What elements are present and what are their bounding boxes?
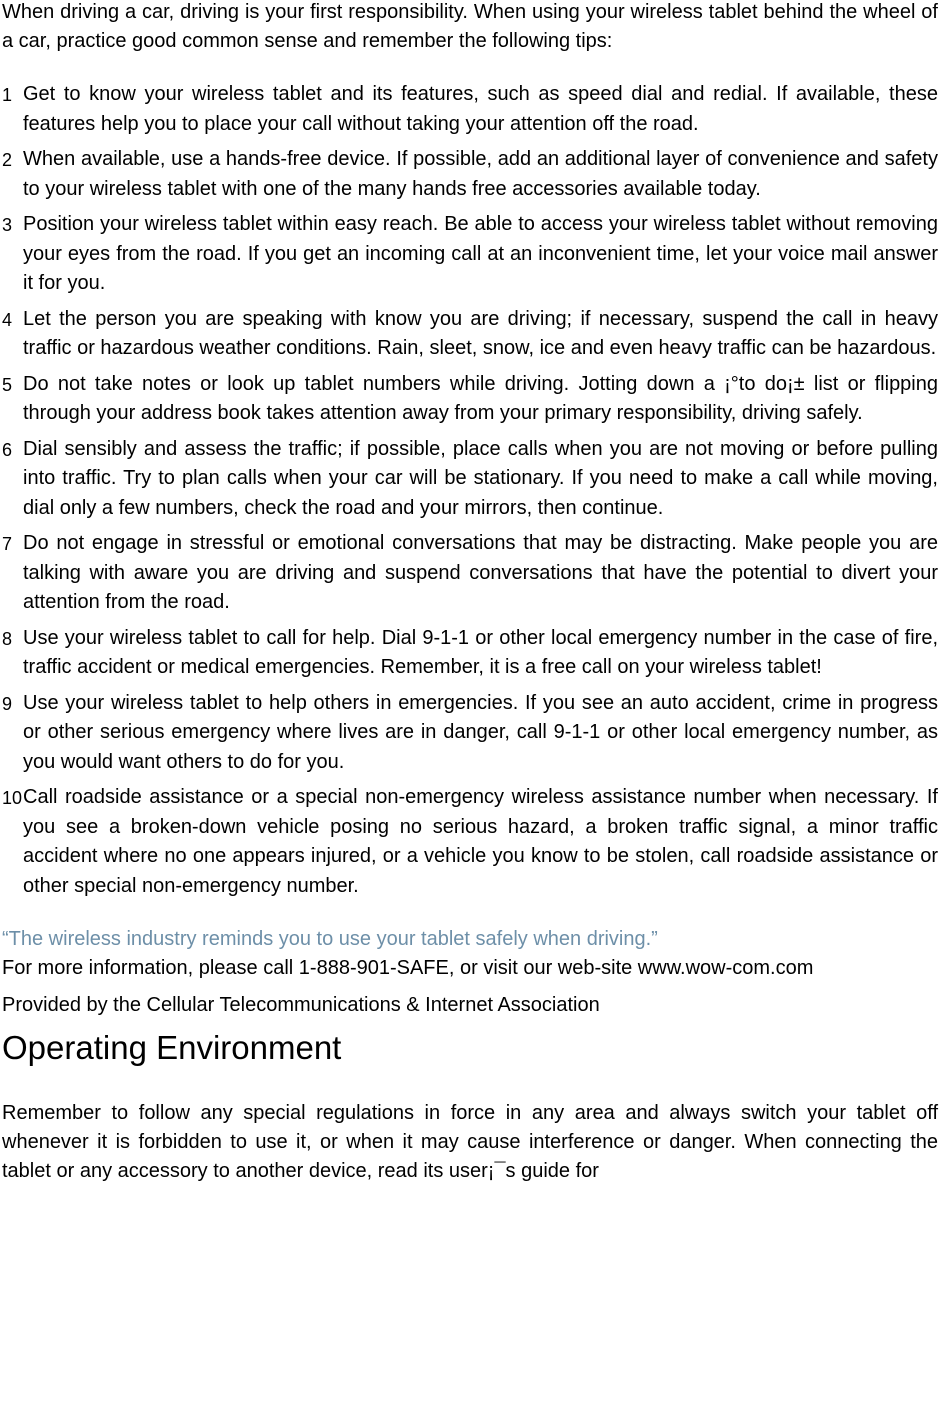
tip-text: Use your wireless tablet to call for help. Dial 9-1-1 or other local emergency number in the case of fire, traffic accident or medical emergencies. Remember, it is a free call on your wireless tablet! <box>23 626 938 678</box>
tip-text: Dial sensibly and assess the traffic; if possible, place calls when you are not moving or before pulling into traffic. Try to plan calls when your car will be stationary. If you need to make a call while moving, dial only a few numbers, check the road and your mirrors, then continue. <box>23 437 938 519</box>
tip-text: When available, use a hands-free device. If possible, add an additional layer of convenience and safety to your wireless tablet with one of the many hands free accessories available today. <box>23 148 938 200</box>
tip-number: 3 <box>2 215 13 235</box>
tip-number: 8 <box>2 628 13 649</box>
intro-paragraph: When driving a car, driving is your first responsibility. When using your wireless tablet behind the wheel of a car, practice good common sense and remember the following tips: <box>2 1 938 52</box>
more-info-paragraph: For more information, please call 1-888-901-SAFE, or visit our web-site www.wow-com.com <box>2 957 814 979</box>
driving-tips-list <box>2 80 938 901</box>
tip-number: 10 <box>2 788 23 808</box>
tip-text: Get to know your wireless tablet and its features, such as speed dial and redial. If available, these features help you to place your call without taking your attention off the road. <box>23 83 938 135</box>
tip-item <box>2 145 938 204</box>
tip-item <box>2 305 938 364</box>
tip-item <box>2 80 938 139</box>
operating-environment-paragraph: Remember to follow any special regulations in force in any area and always switch your tablet off whenever it is forbidden to use it, or when it may cause interference or danger. When connecting the tablet or any accessory to another device, read its user¡¯s guide for <box>2 1102 938 1182</box>
tip-number: 6 <box>2 439 13 460</box>
tip-item <box>2 529 938 618</box>
tip-text: Do not engage in stressful or emotional conversations that may be distracting. Make people you are talking with aware you are driving and suspend conversations that have the potential to divert your attention from the road. <box>23 532 938 613</box>
tip-number: 5 <box>2 374 13 395</box>
tip-text: Use your wireless tablet to help others in emergencies. If you see an auto accident, crime in progress or other serious emergency where lives are in danger, call 9-1-1 or other local emergency number, as you would want others to do for you. <box>23 691 938 773</box>
tip-text: Call roadside assistance or a special non-emergency wireless assistance number when necessary. If you see a broken-down vehicle posing no serious hazard, a broken traffic signal, a minor traffic accident where no one appears injured, or a vehicle you know to be stolen, call roadside assistance or other special non-emergency number. <box>23 786 938 897</box>
tip-text: Do not take notes or look up tablet numbers while driving. Jotting down a ¡°to do¡± list or flipping through your address book takes attention away from your primary responsibility, driving safely. <box>23 372 938 424</box>
tip-number: 2 <box>2 150 13 170</box>
safety-quote: “The wireless industry reminds you to use your tablet safely when driving.” <box>2 928 658 950</box>
tip-number: 4 <box>2 309 13 330</box>
tip-item <box>2 689 938 778</box>
tip-item <box>2 370 938 429</box>
tip-item <box>2 783 938 901</box>
tip-number: 9 <box>2 693 13 714</box>
tip-number: 7 <box>2 534 13 554</box>
section-heading: Operating Environment <box>2 1029 342 1066</box>
tip-text: Let the person you are speaking with know you are driving; if necessary, suspend the call in heavy traffic or hazardous weather conditions. Rain, sleet, snow, ice and even heavy traffic can be hazardous. <box>23 307 938 359</box>
provided-by-line: Provided by the Cellular Telecommunications & Internet Association <box>2 994 600 1016</box>
tip-number: 1 <box>2 85 13 105</box>
tip-item <box>2 435 938 524</box>
tip-item <box>2 624 938 683</box>
tip-text: Position your wireless tablet within easy reach. Be able to access your wireless tablet without removing your eyes from the road. If you get an incoming call at an inconvenient time, let your voice mail answer it for you. <box>23 213 938 294</box>
tip-item <box>2 210 938 299</box>
